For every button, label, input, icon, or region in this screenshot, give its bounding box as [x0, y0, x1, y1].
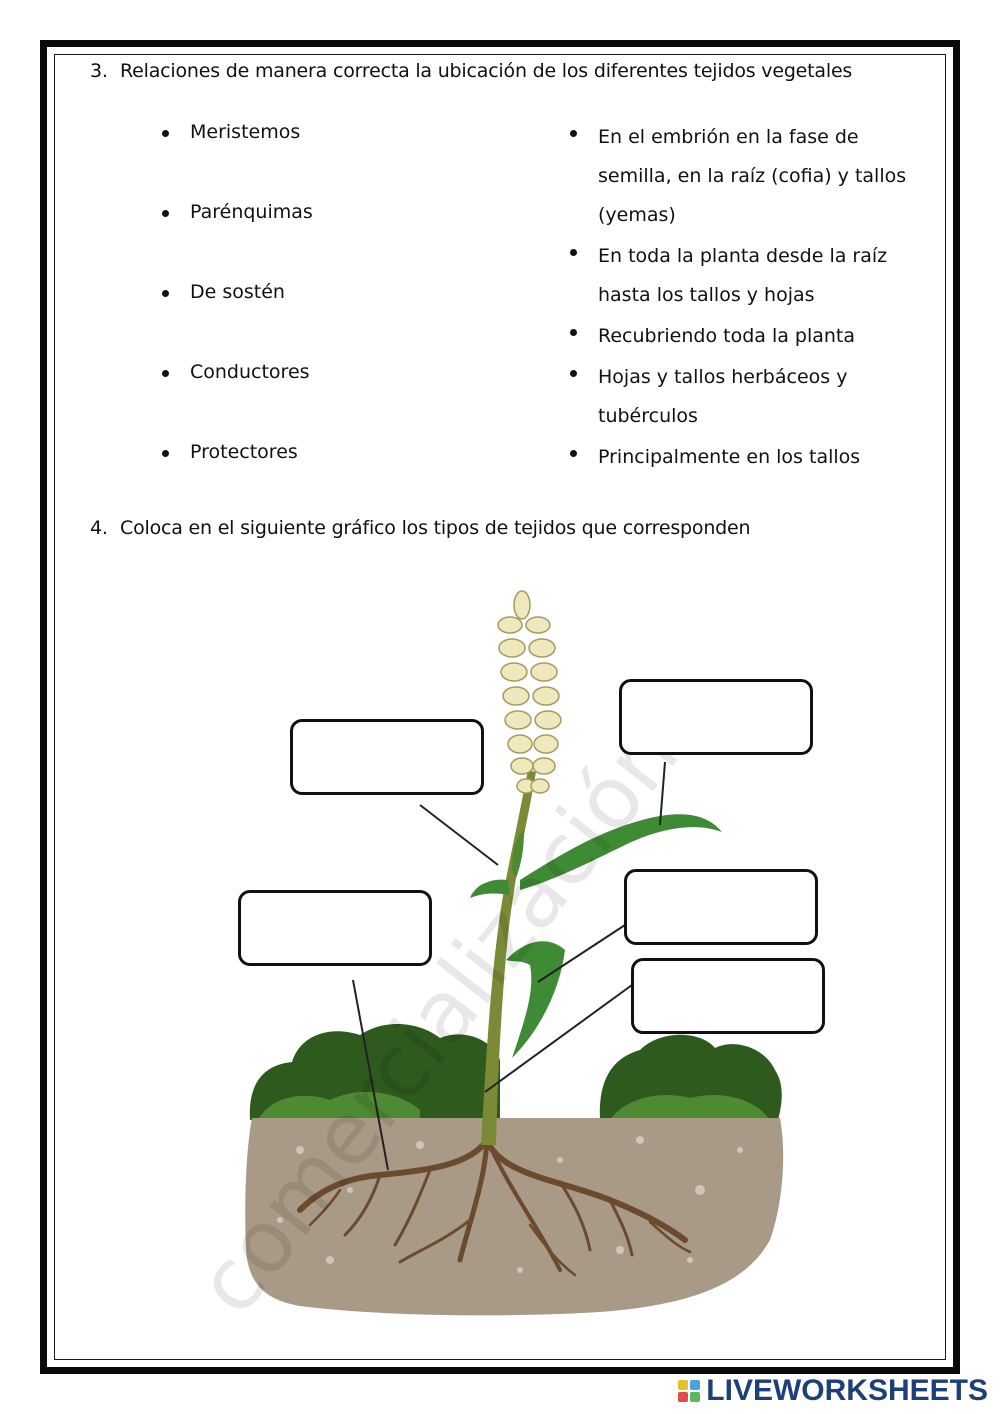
tissue-item[interactable]: De sostén — [160, 278, 313, 358]
watermark-text: comercialización — [177, 705, 699, 1333]
answer-box-stem-lower[interactable] — [631, 958, 825, 1034]
location-item[interactable]: Recubriendo toda la planta — [568, 317, 928, 356]
question-4-number: 4. — [90, 517, 108, 539]
tissue-item[interactable]: Protectores — [160, 438, 313, 518]
liveworksheets-icon — [678, 1380, 700, 1402]
brand-logo — [678, 1374, 988, 1408]
question-3-number: 3. — [90, 60, 108, 82]
answer-box-spike[interactable] — [290, 719, 484, 795]
brand-name: LIVEWORKSHEETS — [706, 1374, 988, 1407]
location-list — [568, 118, 928, 477]
question-4-text: Coloca en el siguiente gráfico los tipos de tejidos que corresponden — [120, 517, 751, 539]
tissue-item[interactable]: Meristemos — [160, 118, 313, 198]
tissue-list — [160, 118, 313, 518]
location-item[interactable]: Hojas y tallos herbáceos y tubérculos — [568, 358, 928, 436]
question-3-title — [90, 60, 852, 82]
question-4-title — [90, 517, 750, 539]
answer-box-leaf[interactable] — [619, 679, 813, 755]
location-item[interactable]: Principalmente en los tallos — [568, 438, 928, 477]
question-3-text: Relaciones de manera correcta la ubicación de los diferentes tejidos vegetales — [120, 60, 853, 82]
answer-box-stem-upper[interactable] — [624, 869, 818, 945]
tissue-item[interactable]: Parénquimas — [160, 198, 313, 278]
location-item[interactable]: En toda la planta desde la raíz hasta los tallos y hojas — [568, 237, 928, 315]
tissue-item[interactable]: Conductores — [160, 358, 313, 438]
location-item[interactable]: En el embrión en la fase de semilla, en la raíz (cofia) y tallos (yemas) — [568, 118, 928, 235]
answer-box-root[interactable] — [238, 890, 432, 966]
